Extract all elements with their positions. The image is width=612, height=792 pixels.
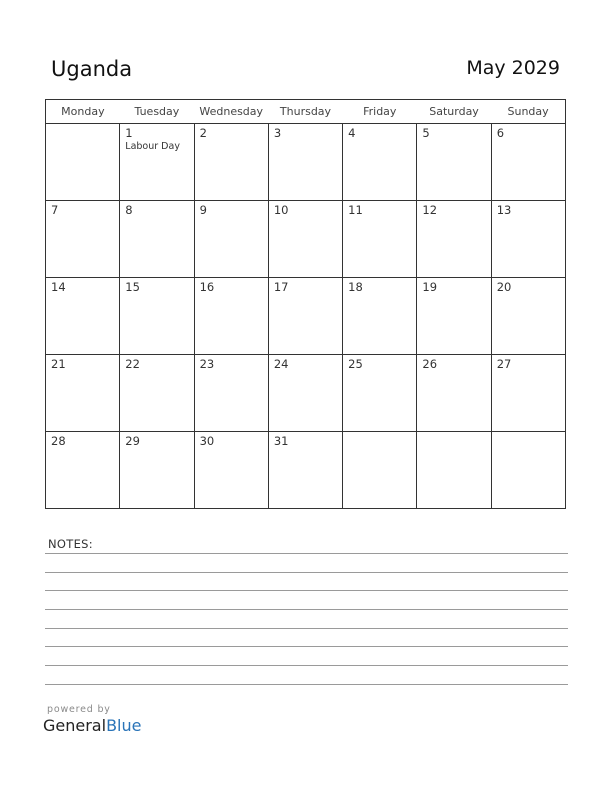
day-cell (268, 432, 342, 509)
weekday-thursday: Thursday (268, 100, 342, 124)
day-number: 14 (51, 280, 66, 294)
day-cell (417, 278, 491, 355)
day-cell (343, 278, 417, 355)
day-number: 2 (199, 126, 207, 140)
day-number: 31 (273, 434, 289, 448)
calendar-grid (45, 99, 566, 509)
day-number: 1 (125, 126, 133, 140)
weekday-tuesday: Tuesday (120, 100, 194, 124)
day-cell (343, 124, 417, 201)
day-cell (491, 278, 565, 355)
day-cell (120, 124, 194, 201)
holiday-label: Labour Day (125, 141, 180, 152)
day-number: 13 (496, 203, 512, 217)
day-cell (268, 278, 342, 355)
day-number: 8 (125, 203, 133, 217)
powered-by-label: powered by (47, 704, 111, 715)
day-cell (491, 201, 565, 278)
day-cell (343, 355, 417, 432)
day-cell (194, 124, 268, 201)
day-cell (268, 201, 342, 278)
day-cell (417, 124, 491, 201)
day-number: 15 (125, 280, 140, 294)
weekday-header-row (46, 100, 566, 124)
day-number: 29 (125, 434, 140, 448)
day-cell (120, 432, 194, 509)
day-cell (417, 432, 491, 509)
day-number: 24 (273, 357, 289, 371)
day-cell (343, 432, 417, 509)
day-cell (417, 355, 491, 432)
note-line (45, 609, 568, 610)
week-row (46, 432, 566, 509)
note-line (45, 572, 568, 573)
day-number: 30 (199, 434, 215, 448)
day-number: 5 (422, 126, 430, 140)
day-cell (268, 124, 342, 201)
day-cell (268, 355, 342, 432)
day-cell (194, 355, 268, 432)
day-cell (120, 278, 194, 355)
weekday-sunday: Sunday (491, 100, 565, 124)
day-cell (120, 201, 194, 278)
day-number: 12 (422, 203, 438, 217)
week-row (46, 355, 566, 432)
day-number: 11 (348, 203, 363, 217)
week-row (46, 278, 566, 355)
day-cell (491, 432, 565, 509)
day-number: 20 (496, 280, 512, 294)
day-cell (491, 124, 565, 201)
day-number: 21 (51, 357, 66, 371)
day-number: 27 (496, 357, 512, 371)
day-cell (46, 124, 120, 201)
day-cell (46, 355, 120, 432)
weekday-monday: Monday (46, 100, 120, 124)
note-line (45, 665, 568, 666)
weekday-friday: Friday (343, 100, 417, 124)
day-number: 10 (273, 203, 289, 217)
brand-general-text: General (43, 716, 107, 735)
day-number: 19 (422, 280, 438, 294)
day-number: 9 (199, 203, 207, 217)
day-number: 4 (348, 126, 356, 140)
day-cell (194, 432, 268, 509)
weekday-saturday: Saturday (417, 100, 491, 124)
day-number: 25 (348, 357, 363, 371)
day-number: 17 (273, 280, 289, 294)
day-number: 18 (348, 280, 363, 294)
weekday-wednesday: Wednesday (194, 100, 268, 124)
day-number: 7 (51, 203, 59, 217)
country-title: Uganda (51, 57, 133, 81)
day-number: 26 (422, 357, 438, 371)
week-row (46, 124, 566, 201)
day-number: 28 (51, 434, 66, 448)
note-line (45, 646, 568, 647)
day-number: 6 (496, 126, 505, 140)
day-cell (46, 432, 120, 509)
day-cell (46, 278, 120, 355)
day-cell (120, 355, 194, 432)
day-cell (491, 355, 565, 432)
notes-label: NOTES: (48, 537, 93, 551)
note-line (45, 590, 568, 591)
note-line (45, 553, 568, 554)
day-cell (343, 201, 417, 278)
brand-blue-text: Blue (106, 716, 142, 735)
note-line (45, 628, 568, 629)
day-number: 22 (125, 357, 140, 371)
month-year-title: May 2029 (466, 57, 560, 79)
day-cell (417, 201, 491, 278)
week-row (46, 201, 566, 278)
day-number: 3 (273, 126, 282, 140)
day-number: 23 (199, 357, 215, 371)
day-number: 16 (199, 280, 215, 294)
day-cell (194, 201, 268, 278)
note-line (45, 684, 568, 685)
day-cell (194, 278, 268, 355)
day-cell (46, 201, 120, 278)
brand-logo (43, 716, 141, 736)
